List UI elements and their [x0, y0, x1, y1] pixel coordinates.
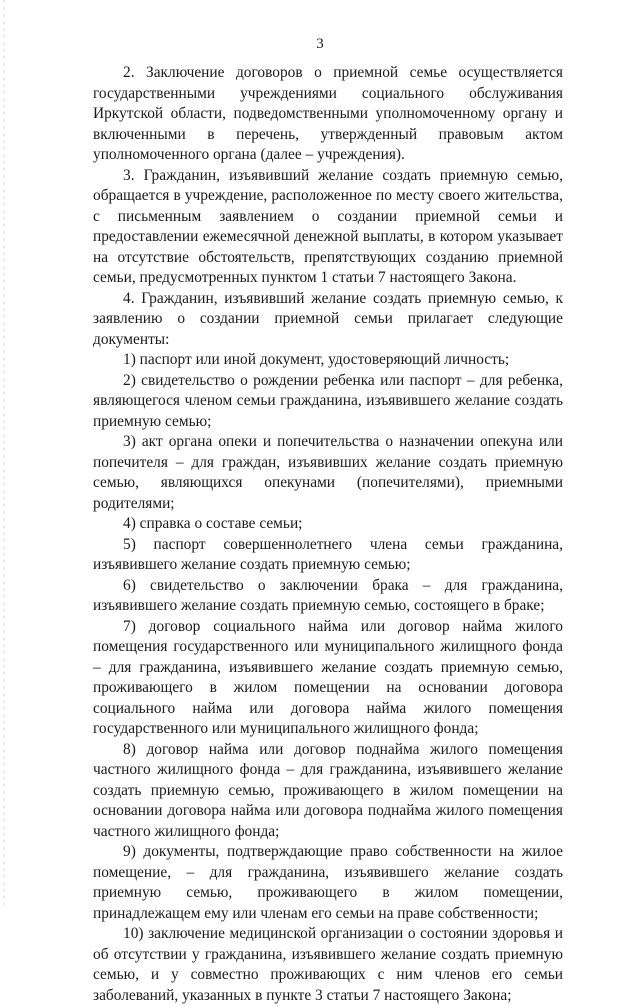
- list-item-1: 1) паспорт или иной документ, удостоверяющий личность;: [123, 351, 510, 368]
- paragraph-clause-2: 2. Заключение договоров о приемной семье осуществляется государственными учреждениями социального обслуживания Иркутской области, подведомственными уполномоченному органу и включенными в перечень, утвержденный правовым актом уполномоченного органа (далее – учреждения).: [93, 64, 563, 163]
- list-item-5: 5) паспорт совершеннолетнего члена семьи гражданина, изъявившего желание создать приемную семью;: [93, 535, 563, 573]
- paragraph-clause-3: 3. Гражданин, изъявивший желание создать приемную семью, обращается в учреждение, расположенное по месту своего жительства, с письменным заявлением о создании приемной семьи и предоставлении ежемесячной денежной выплаты, в котором указывает на отсутствие обстоятельств, препятствующих созданию приемной семьи, предусмотренных пунктом 1 статьи 7 настоящего Закона.: [93, 166, 563, 286]
- scan-edge-artifact: [3, 0, 5, 905]
- list-item-3: 3) акт органа опеки и попечительства о назначении опекуна или попечителя – для граждан, изъявивших желание создать приемную семью, являющихся опекунами (попечителями), приемными родителями;: [93, 433, 563, 512]
- list-item-7: 7) договор социального найма или договор найма жилого помещения государственного или муниципального жилищного фонда – для гражданина, изъявившего желание создать приемную семью, проживающего в жилом помещении на основании договора социального найма или договора найма жилого помещения государственного или муниципального жилищного фонда;: [93, 617, 563, 737]
- list-item-6: 6) свидетельство о заключении брака – для гражданина, изъявившего желание создать приемную семью, состоящего в браке;: [93, 576, 563, 614]
- list-item-2: 2) свидетельство о рождении ребенка или паспорт – для ребенка, являющегося членом семьи гражданина, изъявившего желание создать приемную семью;: [93, 371, 563, 430]
- list-item-8: 8) договор найма или договор поднайма жилого помещения частного жилищного фонда – для гражданина, изъявившего желание создать приемную семью, проживающего в жилом помещении на основании договора найма или договора поднайма жилого помещения частного жилищного фонда;: [93, 740, 563, 840]
- list-item-4: 4) справка о составе семьи;: [123, 515, 303, 532]
- page-number: 3: [316, 36, 324, 52]
- document-body: [93, 63, 563, 1006]
- paragraph-clause-4: 4. Гражданин, изъявивший желание создать приемную семью, к заявлению о создании приемной семьи прилагает следующие документы:: [93, 289, 563, 348]
- list-item-10: 10) заключение медицинской организации о состоянии здоровья и об отсутствии у гражданина, изъявившего желание создать приемную семью, и у совместно проживающих с ним членов его семьи заболеваний, указанных в пункте 3 статьи 7 настоящего Закона;: [93, 925, 563, 1004]
- list-item-9: 9) документы, подтверждающие право собственности на жилое помещение, – для гражданина, изъявившего желание создать приемную семью, проживающего в жилом помещении, принадлежащем ему или членам его семьи на праве собственности;: [93, 843, 563, 922]
